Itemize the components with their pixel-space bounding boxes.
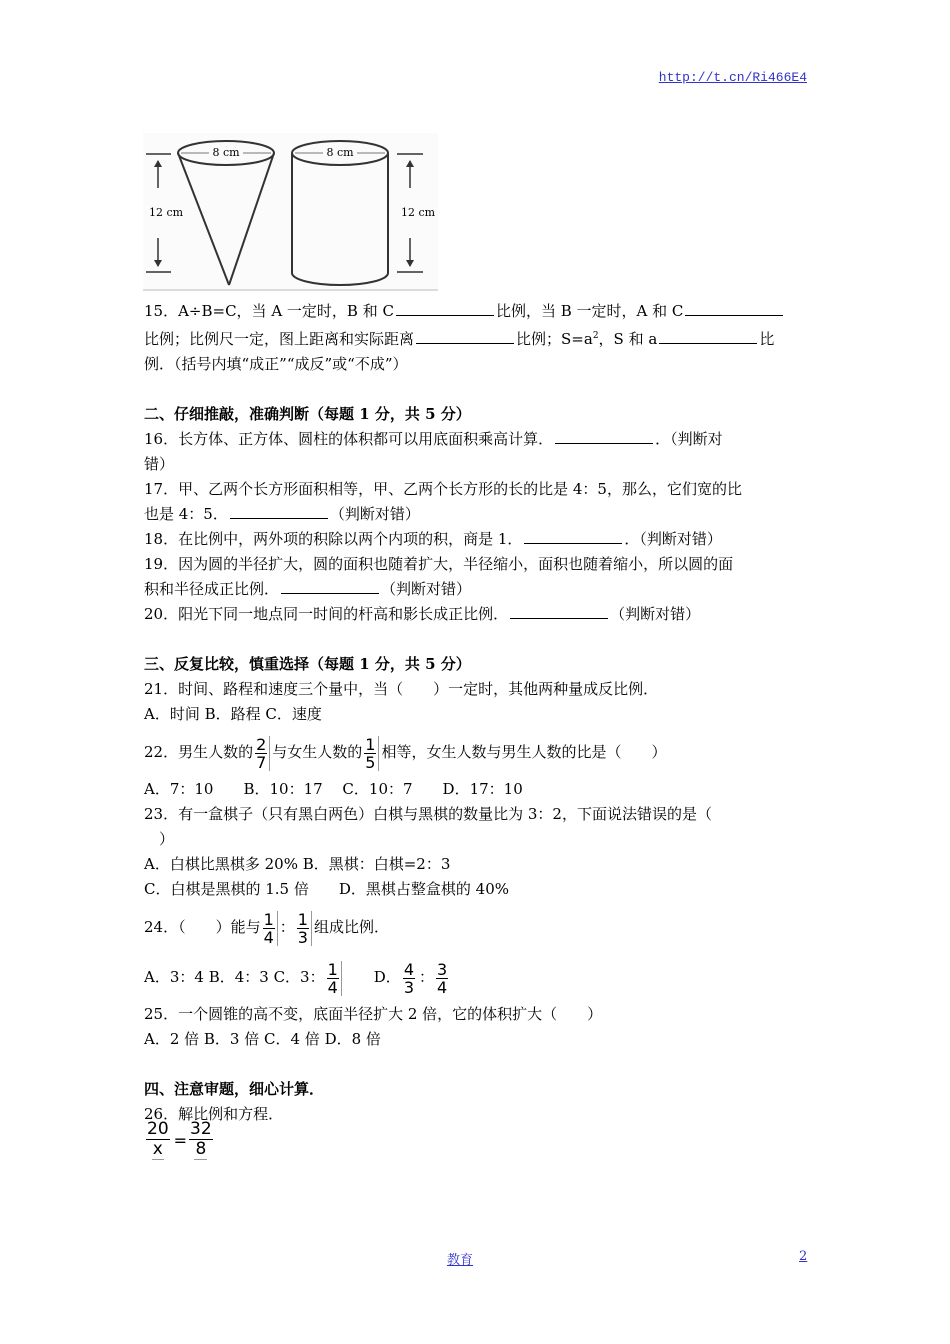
fraction-1-5: $\frac{1}{5}$ (364, 736, 379, 771)
proportion-equation: $\frac{20}{x}$ = $\frac{32}{8}$ (147, 1119, 212, 1159)
q22-options: A．7：10 B．10：17 C．10：7 D．17：10 (144, 780, 523, 798)
q23: 23．有一盒棋子（只有黑白两色）白棋与黑棋的数量比为 3：2，下面说法错误的是（ (144, 805, 712, 823)
q26: 26．解比例和方程． (144, 1105, 284, 1123)
q21: 21．时间、路程和速度三个量中，当（ ）一定时，其他两种量成反比例． (144, 680, 659, 698)
question-body (144, 299, 806, 1127)
cone-height-label: 12 cm (149, 206, 184, 219)
cone-cylinder-figure (143, 133, 438, 291)
q15-line2: 比例；比例尺一定，图上距离和实际距离 比例；$S=a^2$，S 和 a 比 (144, 330, 775, 348)
q18: 18．在比例中，两外项的积除以两个内项的积，商是 1． ．（判断对错） (144, 530, 722, 548)
q22: 22．男生人数的 $\frac{2}{7}$ 与女生人数的 $\frac{1}{5}$ 相等，女生人数与男生人数的比是（ ） (144, 734, 667, 772)
q15-line3: 例．（括号内填“成正”“成反”或“不成”） (144, 355, 408, 373)
q25: 25．一个圆锥的高不变，底面半径扩大 2 倍，它的体积扩大（ ） (144, 1005, 603, 1023)
fraction-2-7: $\frac{2}{7}$ (255, 736, 270, 771)
q17-cont: 也是 4：5． （判断对错） (144, 505, 420, 523)
q19: 19．因为圆的半径扩大，圆的面积也随着扩大，半径缩小，面积也随着缩小，所以圆的面 (144, 555, 734, 573)
page-number: 2 (799, 1249, 808, 1264)
cylinder-height-label: 12 cm (401, 206, 436, 219)
q24: 24．（ ）能与 $\frac{1}{4}$ ： $\frac{1}{3}$ 组成比例． (144, 909, 389, 947)
q15-line1: 15．A÷B=C，当 A 一定时，B 和 C 比例，当 B 一定时，A 和 C (144, 299, 806, 324)
section4-title: 四、注意审题，细心计算． (144, 1080, 325, 1098)
q19-cont: 积和半径成正比例． （判断对错） (144, 580, 472, 598)
q20: 20．阳光下同一地点同一时间的杆高和影长成正比例． （判断对错） (144, 605, 701, 623)
q23-options-2: C．白棋是黑棋的 1.5 倍 D．黑棋占整盒棋的 40% (144, 880, 510, 898)
q21-options: A．时间 B．路程 C．速度 (144, 705, 322, 723)
q16: 16．长方体、正方体、圆柱的体积都可以用底面积乘高计算． ．（判断对 (144, 430, 723, 448)
q23-cont: ） (144, 830, 175, 848)
cone-diameter-label: 8 cm (212, 146, 240, 159)
q24-options: A．3：4 B．4：3 C．3： $\frac{1}{4}$ D． $\frac{4}{3}$ ： $\frac{3}{4}$ (144, 959, 448, 997)
footer-link[interactable]: 教育 (447, 1253, 474, 1268)
section2-title: 二、仔细推敲，准确判断（每题 1 分，共 5 分） (144, 405, 471, 423)
header-link[interactable]: http://t.cn/Ri466E4 (658, 70, 807, 85)
q16-cont: 错） (144, 455, 175, 473)
q23-options-1: A．白棋比黑棋多 20% B．黑棋：白棋=2：3 (144, 855, 451, 873)
q17: 17．甲、乙两个长方形面积相等，甲、乙两个长方形的长的比是 4：5，那么，它们宽的比 (144, 480, 742, 498)
section3-title: 三、反复比较，慎重选择（每题 1 分，共 5 分） (144, 655, 471, 673)
cylinder-diameter-label: 8 cm (326, 146, 354, 159)
q25-options: A．2 倍 B．3 倍 C．4 倍 D．8 倍 (144, 1030, 381, 1048)
